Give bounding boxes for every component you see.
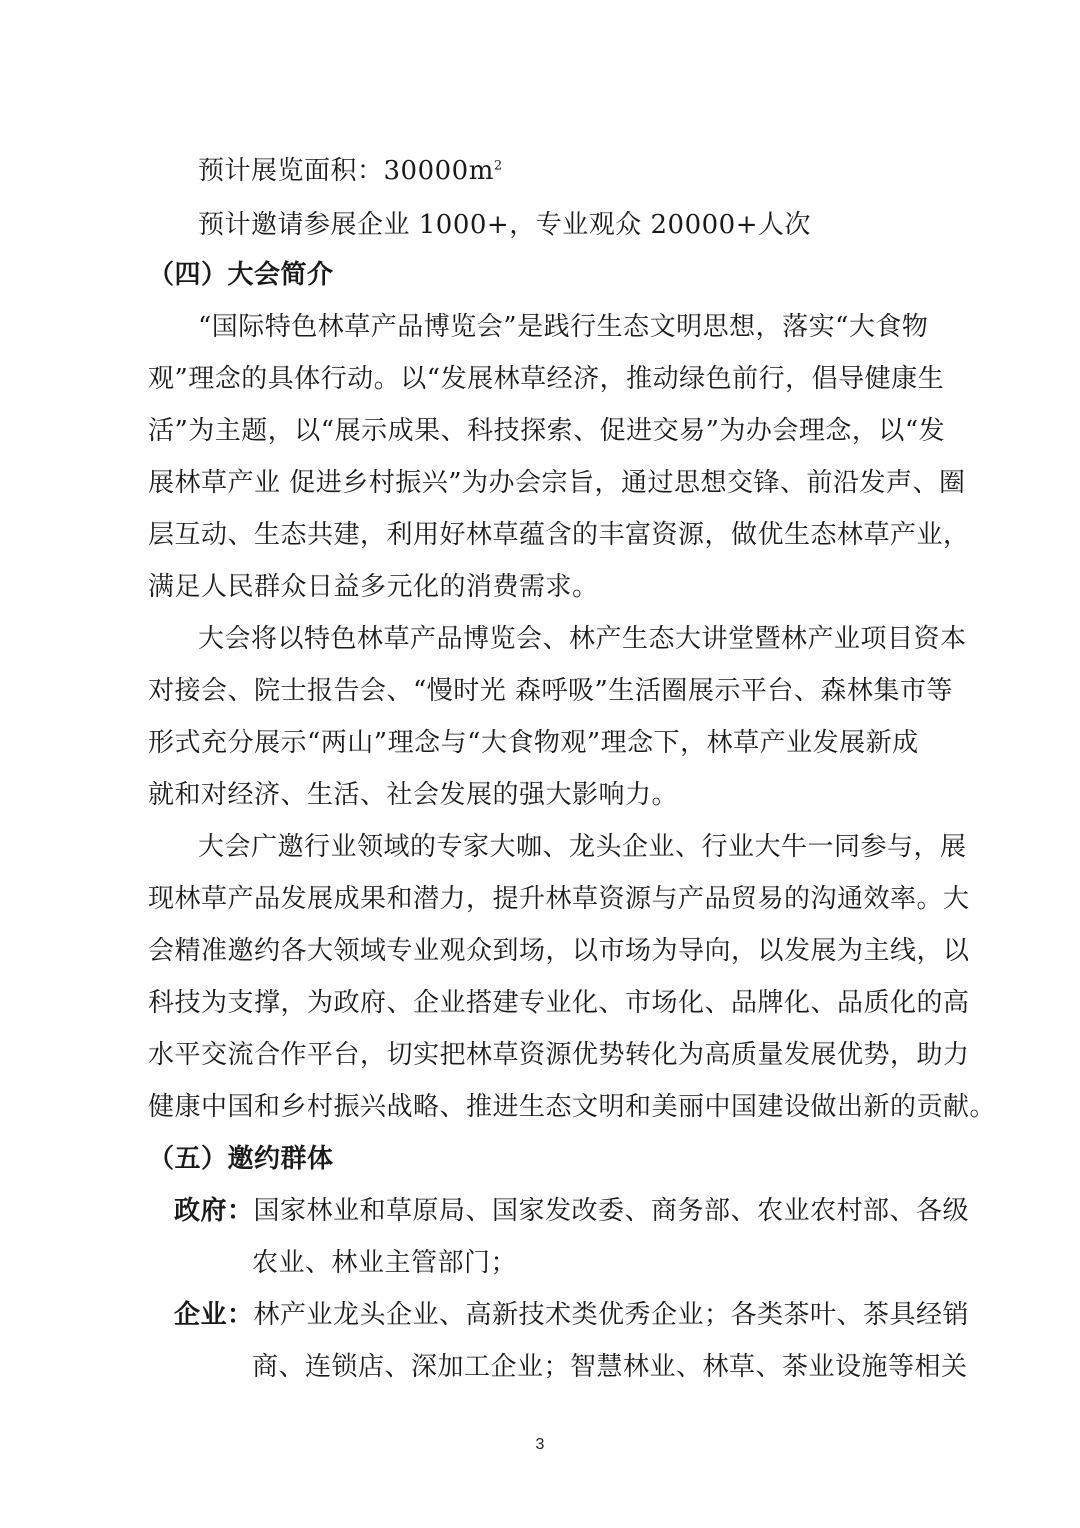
paragraph-line: 就和对经济、生活、社会发展的强大影响力。 xyxy=(148,780,679,810)
visitors-line: 预计邀请参展企业 1000+，专业观众 20000+人次 xyxy=(198,210,811,240)
paragraph-line: 现林草产品发展成果和潜力，提升林草资源与产品贸易的沟通效率。大 xyxy=(148,884,970,914)
paragraph-line: 活”为主题，以“展示成果、科技探索、促进交易”为办会理念，以“发 xyxy=(148,416,946,446)
paragraph-line: 层互动、生态共建，利用好林草蕴含的丰富资源，做优生态林草产业， xyxy=(148,520,970,550)
paragraph-line: “国际特色林草产品博览会”是践行生态文明思想，落实“大食物 xyxy=(198,312,929,342)
government-label: 政府： xyxy=(174,1196,254,1226)
section-4-heading: （四）大会简介 xyxy=(148,260,334,290)
paragraph-line: 健康中国和乡村振兴战略、推进生态文明和美丽中国建设做出新的贡献。 xyxy=(148,1092,997,1122)
paragraph-line: 水平交流合作平台，切实把林草资源优势转化为高质量发展优势，助力 xyxy=(148,1040,970,1070)
enterprise-label: 企业： xyxy=(174,1300,254,1330)
paragraph-line: 会精准邀约各大领域专业观众到场，以市场为导向，以发展为主线，以 xyxy=(148,936,970,966)
exhibition-area-line xyxy=(198,156,998,186)
enterprise-line-2: 商、连锁店、深加工企业；智慧林业、林草、茶业设施等相关 xyxy=(252,1352,968,1382)
paragraph-line: 对接会、院士报告会、“慢时光 森呼吸”生活圈展示平台、森林集市等 xyxy=(148,676,953,706)
enterprise-text: 林产业龙头企业、高新技术类优秀企业；各类茶叶、茶具经销 xyxy=(253,1300,970,1330)
paragraph-line: 形式充分展示“两山”理念与“大食物观”理念下，林草产业发展新成 xyxy=(148,728,919,758)
page-number: 3 xyxy=(535,1436,545,1453)
area-superscript: 2 xyxy=(493,158,503,174)
government-text: 国家林业和草原局、国家发改委、商务部、农业农村部、各级 xyxy=(253,1196,970,1226)
exhibition-area-text: 预计展览面积：30000m xyxy=(198,156,494,186)
paragraph-line: 大会广邀行业领域的专家大咖、龙头企业、行业大牛一同参与，展 xyxy=(198,832,967,862)
government-line-2: 农业、林业主管部门； xyxy=(252,1248,518,1278)
government-line-1 xyxy=(174,1196,974,1226)
paragraph-line: 大会将以特色林草产品博览会、林产生态大讲堂暨林产业项目资本 xyxy=(198,624,967,654)
paragraph-line: 满足人民群众日益多元化的消费需求。 xyxy=(148,572,599,602)
paragraph-line: 展林草产业 促进乡村振兴”为办会宗旨，通过思想交锋、前沿发声、圈 xyxy=(148,468,966,498)
paragraph-line: 科技为支撑，为政府、企业搭建专业化、市场化、品牌化、品质化的高 xyxy=(148,988,970,1018)
section-5-heading: （五）邀约群体 xyxy=(148,1144,334,1174)
enterprise-line-1 xyxy=(174,1300,974,1330)
paragraph-line: 观”理念的具体行动。以“发展林草经济，推动绿色前行，倡导健康生 xyxy=(148,364,945,394)
